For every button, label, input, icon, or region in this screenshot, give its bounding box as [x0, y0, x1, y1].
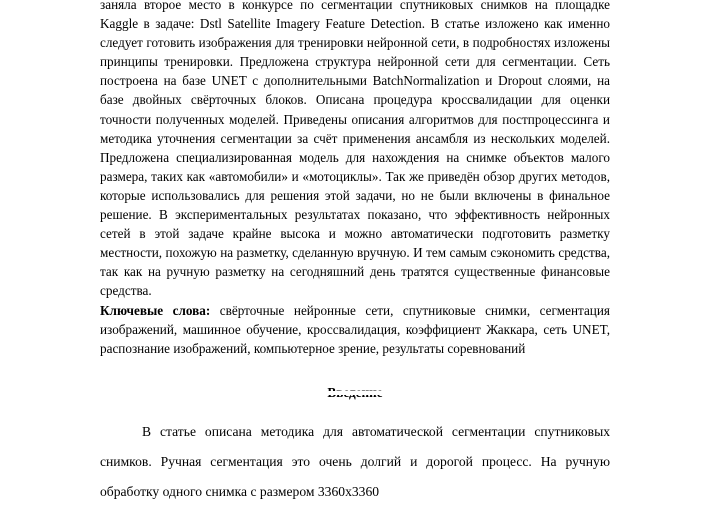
keywords-text: свёрточные нейронные сети, спутниковые снимки, сегментация изображений, машинное обучение, кроссвалидация, коэффициент Жаккара, сеть UNET, распознание изображений, компьютерное зрение, результаты соревнований: [100, 302, 610, 356]
abstract-block: [100, 0, 610, 358]
page-bottom-edge: [0, 391, 710, 395]
keywords-label: Ключевые слова:: [100, 302, 211, 318]
introduction-paragraph: В статье описана методика для автоматической сегментации спутниковых снимков. Ручная сегментация это очень долгий и дорогой процесс. На ручную обработку одного снимка с размером 3360x3360: [100, 423, 610, 499]
abstract-paragraph: заняла второе место в конкурсе по сегментации спутниковых снимков на площадке Kaggle в задаче: Dstl Satellite Imagery Feature Detection. В статье изложено как именно следует готовить изображения для тренировки нейронной сети, в подробностях изложены принципы тренировки. Предложена структура нейронной сети для сегментации. Сеть построена на базе UNET с дополнительными BatchNormalization и Dropout слоями, на базе двойных свёрточных блоков. Описана процедура кроссвалидации для оценки точности полученных моделей. Приведены описания алгоритмов для постпроцессинга и методика уточнения сегментации за счёт применения ансамбля из нескольких моделей. Предложена специализированная модель для нахождения на снимке объектов малого размера, таких как «автомобили» и «мотоциклы». Так же приведён обзор других методов, которые использовались для решения этой задачи, но не были включены в финальное решение. В экспериментальных результатах показано, что эффективность нейронных сетей в этой задаче крайне высока и можно автоматически подготовить разметку местности, похожую на разметку, сделанную вручную. И тем самым сэкономить средства, так как на ручную разметку на сегодняшний день тратятся существенные финансовые средства.: [100, 0, 610, 299]
keywords-paragraph: [100, 301, 610, 358]
